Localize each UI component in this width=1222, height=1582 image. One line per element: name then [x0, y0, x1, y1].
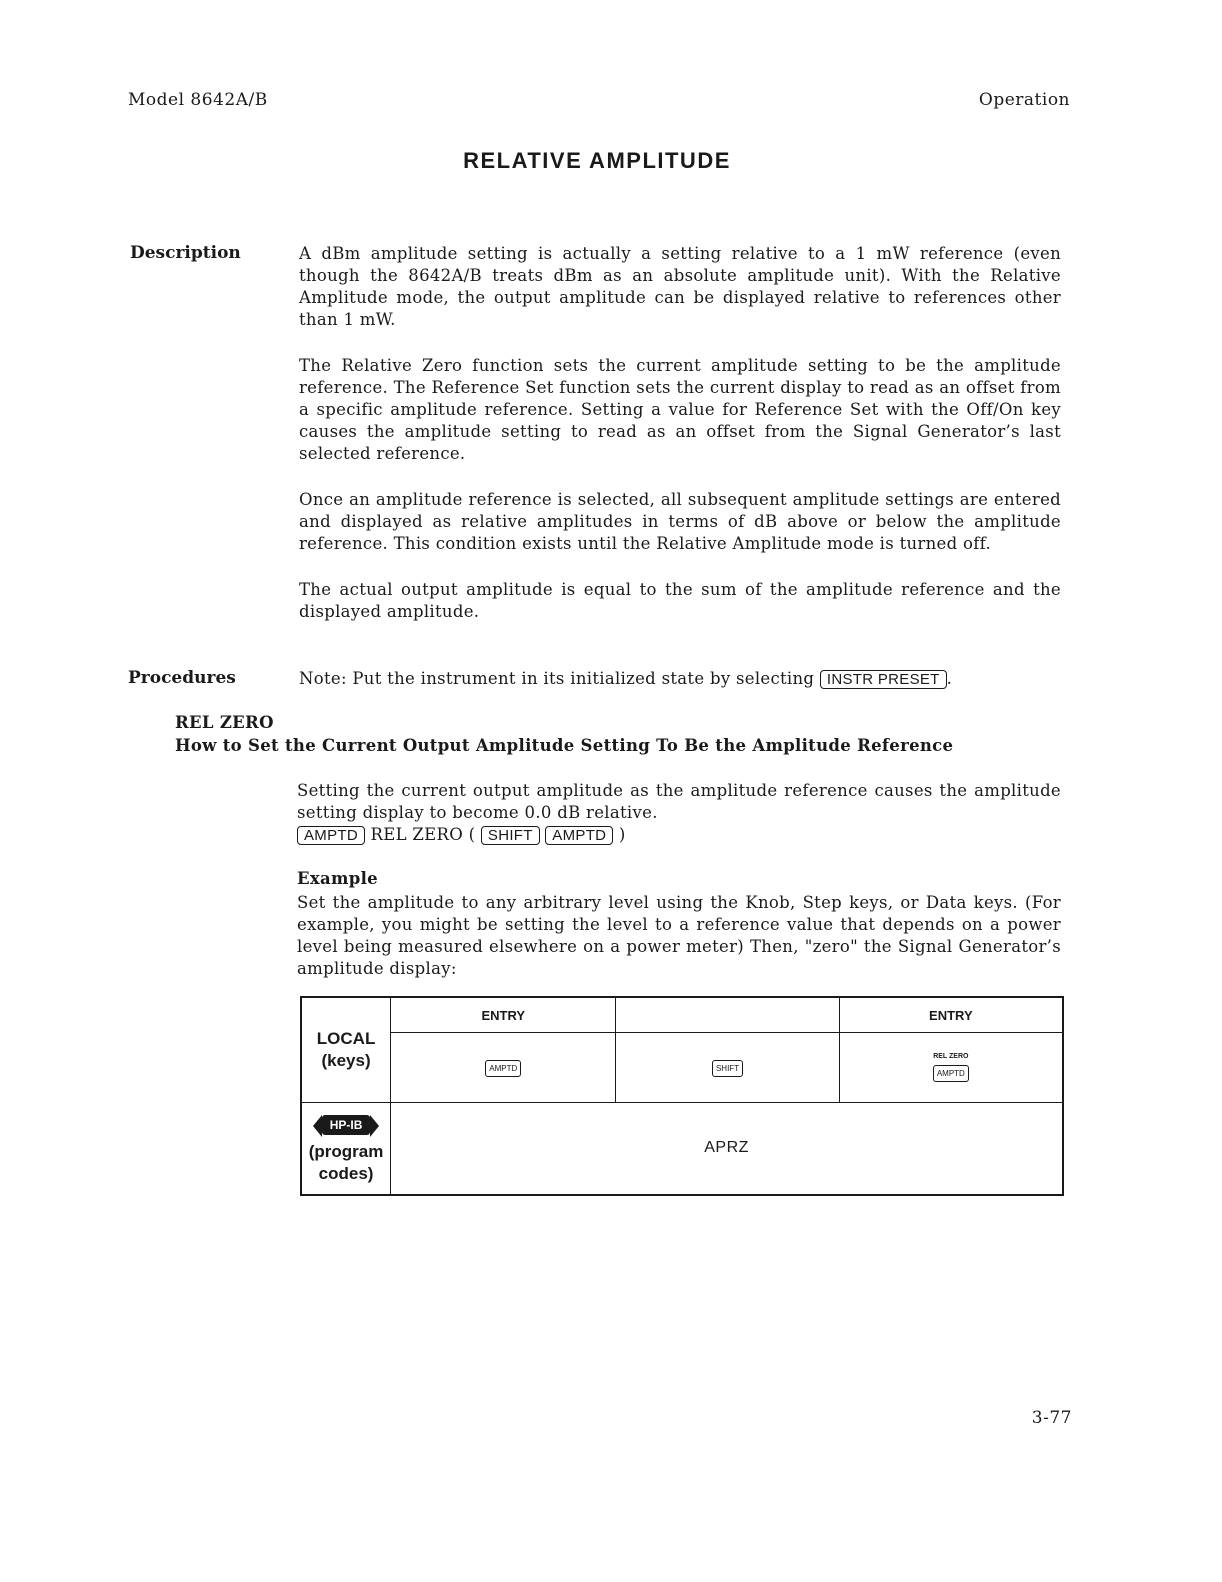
- header-model: Model 8642A/B: [128, 90, 268, 110]
- key2-cell: [616, 1033, 839, 1103]
- description-paragraph-2: The Relative Zero function sets the current amplitude setting to be the amplitude reference. The Reference Set function sets the current display to read as an offset from a specific amplitude reference. Setting a value for Reference Set with the Off/On key causes the amplitude setting to read as an offset from the Signal Generator’s last selected reference.: [299, 356, 1061, 463]
- note-end: .: [946, 669, 953, 688]
- local-label: LOCAL: [316, 1029, 376, 1048]
- program-label: (program: [308, 1142, 384, 1162]
- procedures-label: Procedures: [128, 668, 236, 688]
- codes-label: codes): [318, 1164, 374, 1184]
- note-text: Note: Put the instrument in its initialized state by selecting: [299, 669, 815, 688]
- description-paragraph-3: Once an amplitude reference is selected, all subsequent amplitude settings are entered and displayed as relative amplitudes in terms of dB above or below the amplitude reference. This condition exists until the Relative Amplitude mode is turned off.: [299, 490, 1061, 553]
- amptd-panel-key[interactable]: AMPTD: [485, 1060, 521, 1077]
- key3-cell: [839, 1033, 1063, 1103]
- page-number: 3-77: [1031, 1408, 1072, 1428]
- rel-zero-paragraph: Setting the current output amplitude as the amplitude reference causes the amplitude setting display to become 0.0 dB relative.: [297, 781, 1061, 822]
- example-paragraph: Set the amplitude to any arbitrary level using the Knob, Step keys, or Data keys. (For example, you might be setting the level to a reference value that depends on a power level being measured elsewhere on a power meter) Then, "zero" the Signal Generator’s amplitude display:: [297, 893, 1061, 978]
- instr-preset-key[interactable]: INSTR PRESET: [820, 670, 947, 689]
- amptd-key[interactable]: AMPTD: [297, 826, 365, 845]
- rel-zero-key-label: REL ZERO: [933, 1053, 969, 1060]
- hpib-cell: [301, 1103, 391, 1195]
- procedures-note: [299, 668, 1061, 690]
- keys-label: (keys): [321, 1051, 371, 1070]
- amptd-panel-key-2[interactable]: AMPTD: [933, 1065, 969, 1082]
- rel-zero-heading: REL ZERO: [175, 713, 274, 732]
- description-label: Description: [130, 243, 241, 263]
- rel-zero-close: ): [618, 825, 626, 844]
- local-keys-cell: [301, 997, 391, 1103]
- col2-header: [616, 997, 839, 1033]
- col1-header: ENTRY: [391, 997, 616, 1033]
- hpib-icon: HP-IB: [322, 1115, 371, 1135]
- shift-panel-key[interactable]: SHIFT: [712, 1060, 743, 1077]
- description-paragraph-1: A dBm amplitude setting is actually a setting relative to a 1 mW reference (even though the 8642A/B treats dBm as an absolute amplitude unit). With the Relative Amplitude mode, the output amplitude can be displayed relative to references other than 1 mW.: [299, 244, 1061, 329]
- page-title: RELATIVE AMPLITUDE: [463, 148, 731, 173]
- description-paragraph-4: The actual output amplitude is equal to the sum of the amplitude reference and the displayed amplitude.: [299, 580, 1061, 621]
- col3-header: ENTRY: [839, 997, 1063, 1033]
- program-code: APRZ: [391, 1103, 1063, 1195]
- rel-zero-text: REL ZERO (: [370, 825, 476, 844]
- amptd-key-2[interactable]: AMPTD: [545, 826, 613, 845]
- example-heading: Example: [297, 869, 378, 888]
- header-section: Operation: [978, 90, 1070, 110]
- shift-key[interactable]: SHIFT: [481, 826, 540, 845]
- key1-cell: [391, 1033, 616, 1103]
- rel-zero-key-sequence: [297, 824, 1061, 846]
- rel-zero-subheading: How to Set the Current Output Amplitude Setting To Be the Amplitude Reference: [175, 736, 954, 755]
- key-entry-table: [300, 996, 1064, 1196]
